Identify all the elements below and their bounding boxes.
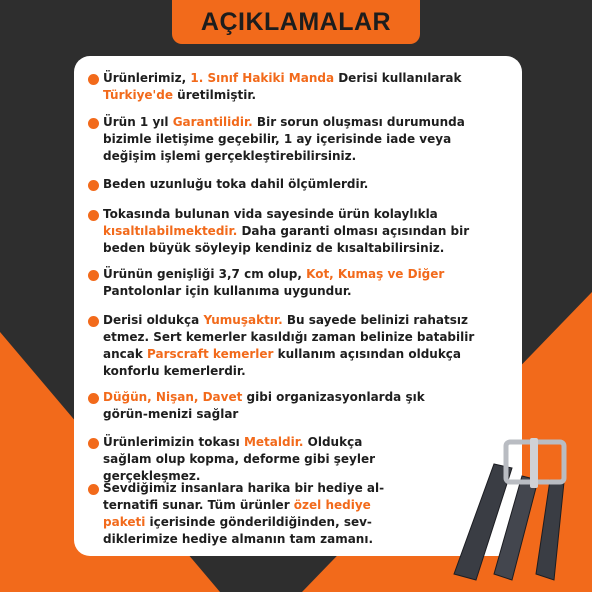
bullet-icon (88, 270, 99, 281)
item-text: Sevdiğimiz insanlara harika bir hediye al-ternatifi sunar. Tüm ürünler özel hediye paketi içerisinde gönderildiğinden, sev-diklerimize hediye almanın tam zamanı. (103, 481, 385, 546)
item-text: Ürünlerimizin tokası Metaldir. Oldukça sağlam olup kopma, deforme gibi şeyler gerçekleşmez. (103, 435, 376, 483)
bullet-icon (88, 210, 99, 221)
list-item (88, 70, 508, 104)
list-item (88, 312, 508, 380)
list-item (88, 206, 508, 257)
item-text: Ürünlerimiz, 1. Sınıf Hakiki Manda Derisi kullanılarak Türkiye'de üretilmiştir. (103, 71, 462, 102)
bullet-icon (88, 438, 99, 449)
item-text: Ürünün genişliği 3,7 cm olup, Kot, Kumaş ve Diğer Pantolonlar için kullanıma uygundur. (103, 267, 445, 298)
list-item (88, 114, 508, 165)
item-text: Derisi oldukça Yumuşaktır. Bu sayede belinizi rahatsız etmez. Sert kemerler kasıldığı zaman belinize batabilir ancak Parscraft kemerler kullanım açısından oldukça konforlu kemerlerdir. (103, 313, 475, 378)
item-text: Tokasında bulunan vida sayesinde ürün kolaylıkla kısaltılabilmektedir. Daha garanti olması açısından bir beden büyük söyleyip kendiniz de kısaltabilirsiniz. (103, 207, 470, 255)
item-text: Düğün, Nişan, Davet gibi organizasyonlarda şık görün-menizi sağlar (103, 390, 425, 421)
item-text: Beden uzunluğu toka dahil ölçümlerdir. (103, 177, 369, 191)
bullet-icon (88, 316, 99, 327)
bullet-icon (88, 74, 99, 85)
belt-image (434, 424, 584, 584)
item-text: Ürün 1 yıl Garantilidir. Bir sorun oluşması durumunda bizimle iletişime geçebilir, 1 ay içerisinde iade veya değişim işlemi gerçekleştirebilirsiniz. (103, 115, 465, 163)
list-item (88, 176, 508, 193)
title-banner (172, 0, 420, 44)
bullet-icon (88, 118, 99, 129)
page-title: AÇIKLAMALAR (200, 7, 392, 36)
bullet-icon (88, 180, 99, 191)
bullet-icon (88, 393, 99, 404)
list-item (88, 389, 508, 423)
list-item (88, 266, 508, 300)
bullet-icon (88, 484, 99, 495)
